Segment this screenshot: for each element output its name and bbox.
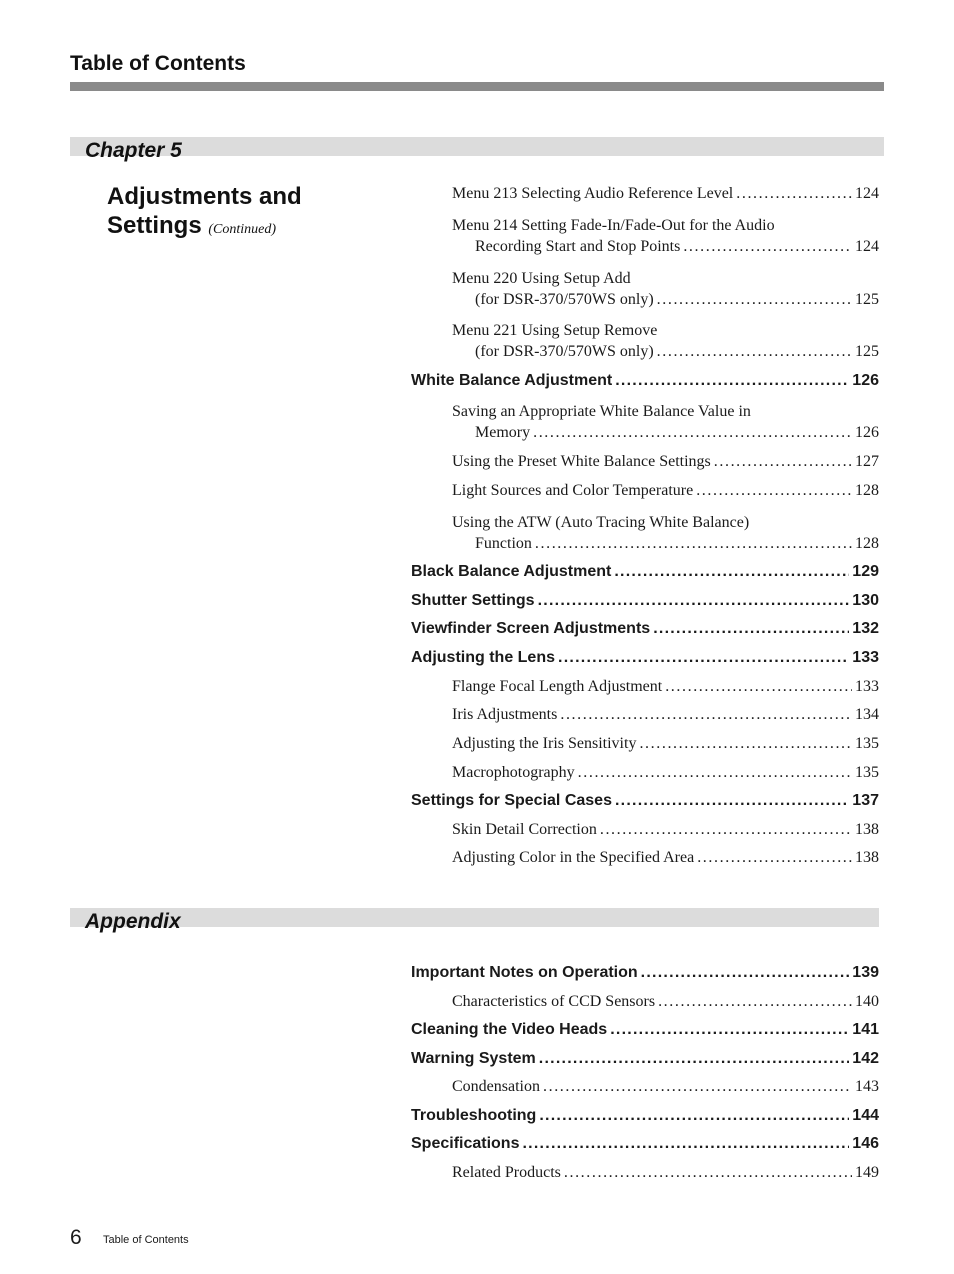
- toc-entry-text: Macrophotography: [452, 764, 575, 781]
- toc-entry[interactable]: [411, 1050, 879, 1068]
- dot-leader: [543, 1078, 852, 1096]
- dot-leader: [564, 1164, 852, 1182]
- dot-leader: [653, 620, 849, 638]
- toc-entry-text: Saving an Appropriate White Balance Value in: [452, 403, 751, 420]
- dot-leader: [736, 185, 852, 203]
- toc-entry-text: Memory: [475, 424, 531, 441]
- toc-page-number: 135: [855, 764, 879, 781]
- toc-page-number: 144: [852, 1107, 879, 1124]
- toc-page-number: 125: [855, 291, 879, 308]
- toc-page-number: 124: [855, 185, 879, 202]
- chapter-heading: [107, 182, 302, 244]
- toc-entry[interactable]: [411, 620, 879, 638]
- chapter-heading-line2: Settings: [107, 212, 202, 239]
- toc-entry-text: Using the ATW (Auto Tracing White Balance): [452, 514, 750, 531]
- toc-entry-text: Function: [475, 535, 532, 552]
- toc-entry[interactable]: [411, 1107, 879, 1125]
- toc-entry-text: Adjusting Color in the Specified Area: [452, 849, 695, 866]
- toc-entry[interactable]: [411, 735, 879, 753]
- toc-page-number: 132: [852, 620, 879, 637]
- dot-leader: [558, 649, 849, 667]
- toc-entry-text: Condensation: [452, 1078, 540, 1095]
- toc-entry-text: Characteristics of CCD Sensors: [452, 993, 656, 1010]
- dot-leader: [535, 535, 852, 553]
- footer-page-number: 6: [70, 1226, 82, 1249]
- toc-entry-text: Skin Detail Correction: [452, 821, 597, 838]
- toc-page-number: 128: [855, 535, 879, 552]
- dot-leader: [641, 964, 850, 982]
- appendix-band: [70, 908, 879, 927]
- dot-leader: [657, 291, 852, 309]
- toc-page-number: 133: [855, 678, 879, 695]
- dot-leader: [665, 678, 852, 696]
- toc-entry-text: Menu 214 Setting Fade-In/Fade-Out for the Audio: [452, 217, 775, 234]
- toc-entry-text: Recording Start and Stop Points: [475, 238, 681, 255]
- toc-page-number: 125: [855, 343, 879, 360]
- toc-entry[interactable]: [411, 1021, 879, 1039]
- page-title: Table of Contents: [70, 52, 246, 75]
- toc-page-number: 141: [852, 1021, 879, 1038]
- toc-entry[interactable]: [411, 400, 879, 442]
- toc-entry[interactable]: [411, 453, 879, 471]
- toc-entry-text: Settings for Special Cases: [411, 792, 612, 809]
- toc-page-number: 127: [855, 453, 879, 470]
- dot-leader: [600, 821, 852, 839]
- toc-page-number: 139: [852, 964, 879, 981]
- toc-page-number: 149: [855, 1164, 879, 1181]
- dot-leader: [714, 453, 852, 471]
- toc-page-number: 126: [852, 372, 879, 389]
- continued-note: (Continued): [208, 222, 277, 237]
- title-rule: [70, 82, 884, 91]
- toc-entry[interactable]: [411, 214, 879, 256]
- dot-leader: [697, 849, 852, 867]
- toc-page-number: 133: [852, 649, 879, 666]
- dot-leader: [539, 1050, 850, 1068]
- toc-page-number: 138: [855, 821, 879, 838]
- toc-entry[interactable]: [411, 1135, 879, 1153]
- toc-entry[interactable]: [411, 185, 879, 203]
- toc-entry-text: Menu 213 Selecting Audio Reference Level: [452, 185, 734, 202]
- toc-entry-text: Important Notes on Operation: [411, 964, 638, 981]
- toc-entry-text: Black Balance Adjustment: [411, 563, 612, 580]
- toc-entry[interactable]: [411, 319, 879, 361]
- toc-entry-text: Menu 221 Using Setup Remove: [452, 322, 658, 339]
- toc-entry-text: Related Products: [452, 1164, 561, 1181]
- toc-entry-text: Menu 220 Using Setup Add: [452, 270, 631, 287]
- toc-entry-text: (for DSR-370/570WS only): [475, 291, 654, 308]
- toc-page-number: 135: [855, 735, 879, 752]
- dot-leader: [657, 343, 852, 361]
- dot-leader: [578, 764, 852, 782]
- dot-leader: [614, 563, 849, 581]
- toc-entry[interactable]: [411, 649, 879, 667]
- toc-entry[interactable]: [411, 482, 879, 500]
- toc-entry-text: Adjusting the Lens: [411, 649, 555, 666]
- toc-entry[interactable]: [411, 372, 879, 390]
- toc-page-number: 128: [855, 482, 879, 499]
- toc-entry-text: Warning System: [411, 1050, 536, 1067]
- toc-page-number: 143: [855, 1078, 879, 1095]
- toc-entry-text: Using the Preset White Balance Settings: [452, 453, 711, 470]
- toc-page-number: 140: [855, 993, 879, 1010]
- toc-entry[interactable]: [411, 678, 879, 696]
- dot-leader: [639, 735, 852, 753]
- toc-entry-text: Flange Focal Length Adjustment: [452, 678, 663, 695]
- toc-page-number: 137: [852, 792, 879, 809]
- dot-leader: [683, 238, 852, 256]
- toc-entry[interactable]: [411, 964, 879, 982]
- toc-page-number: 134: [855, 706, 879, 723]
- toc-entry[interactable]: [411, 821, 879, 839]
- dot-leader: [538, 592, 850, 610]
- footer-label: Table of Contents: [103, 1234, 189, 1246]
- toc-entry[interactable]: [411, 563, 879, 581]
- appendix-label: Appendix: [85, 910, 181, 933]
- chapter-label: Chapter 5: [85, 139, 182, 162]
- dot-leader: [522, 1135, 849, 1153]
- toc-page-number: 142: [852, 1050, 879, 1067]
- toc-page-number: 146: [852, 1135, 879, 1152]
- toc-page-number: 138: [855, 849, 879, 866]
- toc-entry[interactable]: [411, 792, 879, 810]
- dot-leader: [533, 424, 852, 442]
- toc-entry-text: Viewfinder Screen Adjustments: [411, 620, 651, 637]
- dot-leader: [560, 706, 852, 724]
- toc-entry[interactable]: [411, 706, 879, 724]
- chapter-heading-line1: Adjustments and: [107, 183, 302, 210]
- toc-entry[interactable]: [411, 1164, 879, 1182]
- toc-entry-text: Specifications: [411, 1135, 520, 1152]
- dot-leader: [696, 482, 852, 500]
- toc-entry[interactable]: [411, 764, 879, 782]
- toc-entry[interactable]: [411, 849, 879, 867]
- toc-entry-text: Cleaning the Video Heads: [411, 1021, 608, 1038]
- toc-page-number: 126: [855, 424, 879, 441]
- chapter-band: [70, 137, 884, 156]
- toc-entry-text: White Balance Adjustment: [411, 372, 613, 389]
- toc-entry[interactable]: [411, 1078, 879, 1096]
- toc-entry-text: (for DSR-370/570WS only): [475, 343, 654, 360]
- toc-entry-text: Troubleshooting: [411, 1107, 537, 1124]
- toc-entry[interactable]: [411, 592, 879, 610]
- toc-entry-text: Light Sources and Color Temperature: [452, 482, 694, 499]
- dot-leader: [615, 372, 849, 390]
- toc-entry-text: Shutter Settings: [411, 592, 535, 609]
- toc-entry[interactable]: [411, 993, 879, 1011]
- dot-leader: [610, 1021, 849, 1039]
- dot-leader: [658, 993, 852, 1011]
- toc-entry-text: Iris Adjustments: [452, 706, 558, 723]
- dot-leader: [615, 792, 849, 810]
- toc-page-number: 130: [852, 592, 879, 609]
- toc-page-number: 124: [855, 238, 879, 255]
- dot-leader: [539, 1107, 849, 1125]
- toc-entry-text: Adjusting the Iris Sensitivity: [452, 735, 637, 752]
- toc-entry[interactable]: [411, 267, 879, 309]
- toc-page-number: 129: [852, 563, 879, 580]
- toc-entry[interactable]: [411, 511, 879, 553]
